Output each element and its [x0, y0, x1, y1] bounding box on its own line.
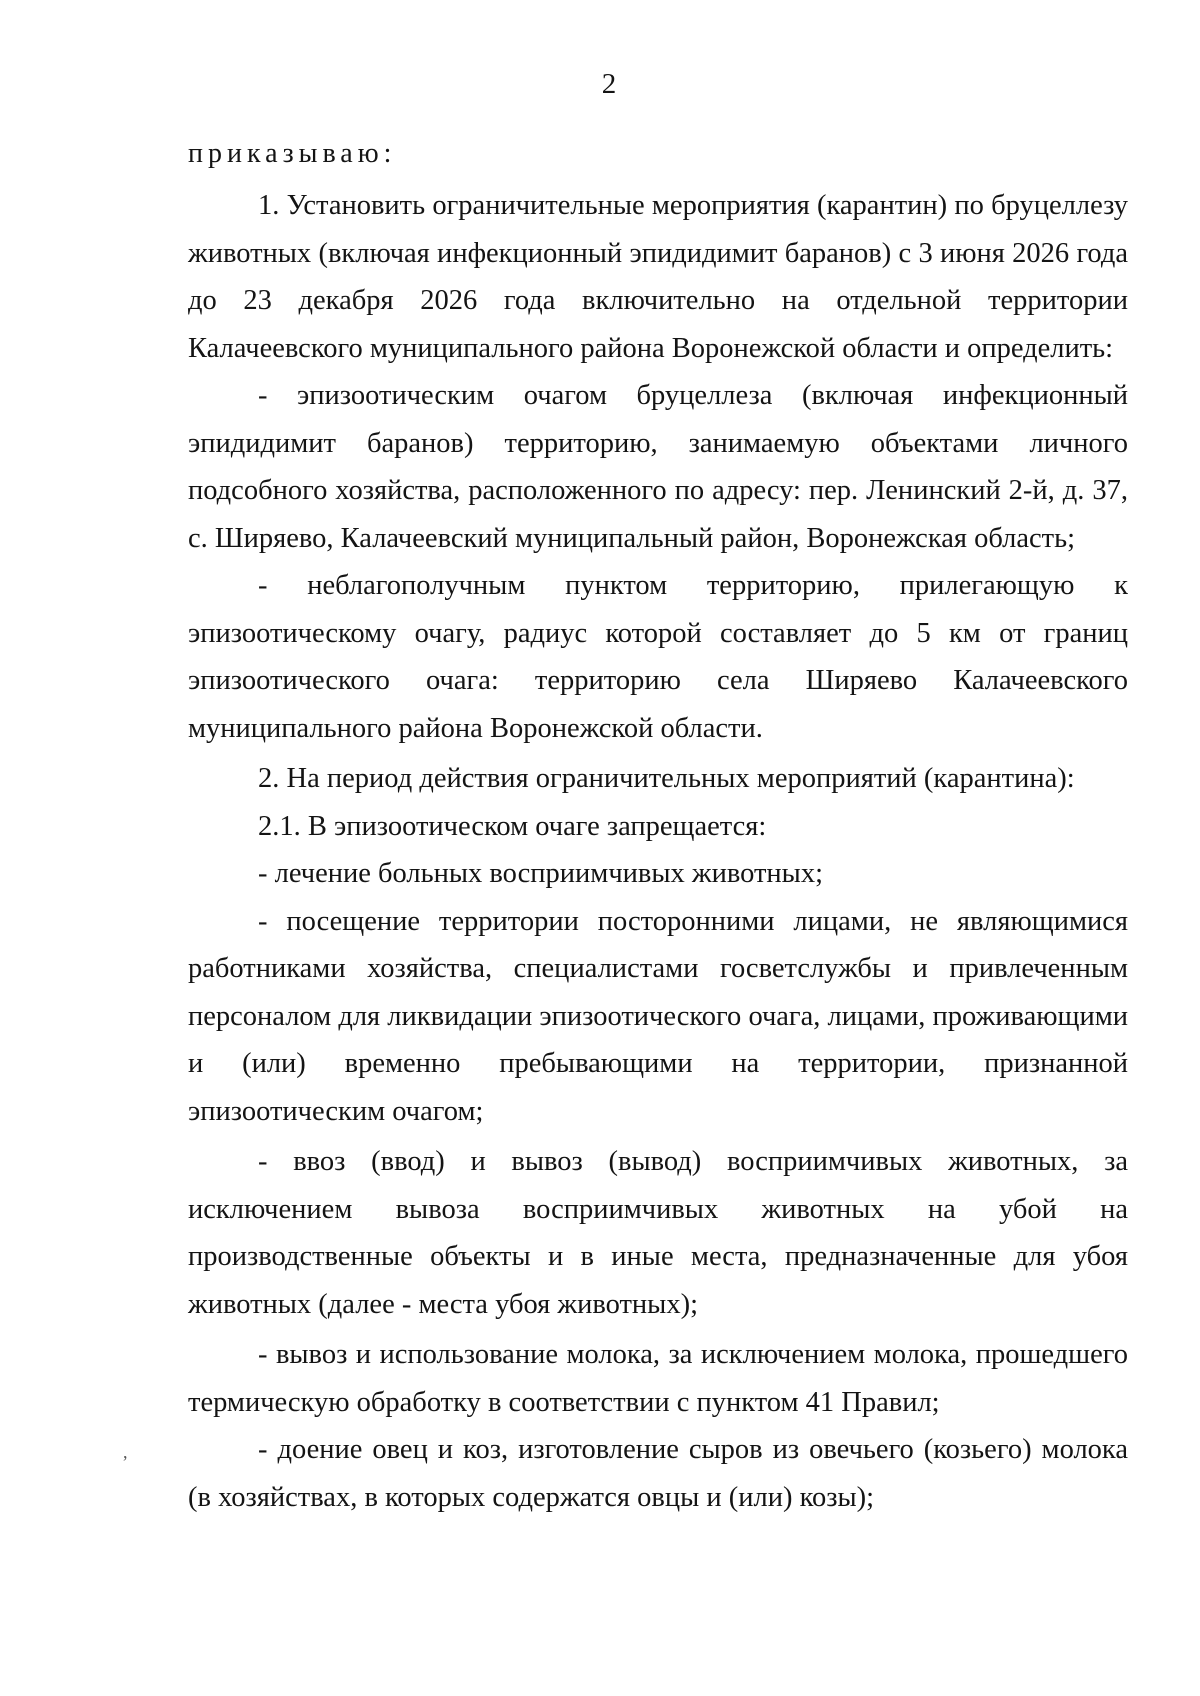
list-item-animal-transport: - ввоз (ввод) и вывоз (вывод) восприимчивых животных, за исключением вывоза восприимчивых животных на убой на производственные объекты и в иные места, предназначенные для убоя животных (далее - места убоя животных);: [188, 1146, 1128, 1320]
paragraph-2-1: 2.1. В эпизоотическом очаге запрещается:: [258, 810, 767, 842]
paragraph-2: 2. На период действия ограничительных мероприятий (карантина):: [258, 763, 1075, 794]
paragraph-1: 1. Установить ограничительные мероприятия (карантин) по бруцеллезу животных (включая инфекционный эпидидимит баранов) с 3 июня 2026 года до 23 декабря 2026 года включительно на отдельной территории Калачеевского муниципального района Воронежской области и определить:: [188, 190, 1128, 364]
list-item-visits: - посещение территории посторонними лицами, не являющимися работниками хозяйства, специалистами госветслужбы и привлеченным персоналом для ликвидации эпизоотического очага, лицами, проживающими и (или) временно пребывающими на территории, признанной эпизоотическим очагом;: [188, 905, 1128, 1127]
page-number: 2: [601, 68, 617, 100]
paragraph-1-focus: - эпизоотическим очагом бруцеллеза (включая инфекционный эпидидимит баранов) территорию, занимаемую объектами личного подсобного хозяйства, расположенного по адресу: пер. Ленинский 2-й, д. 37, с. Ширяево, Калачеевский муниципальный район, Воронежская область;: [188, 380, 1128, 554]
scan-mark: ,: [123, 1442, 128, 1462]
order-intro: приказываю:: [188, 138, 397, 169]
paragraph-1-point: - неблагополучным пунктом территорию, прилегающую к эпизоотическому очагу, радиус которой составляет до 5 км от границ эпизоотического очага: территорию села Ширяево Калачеевского муниципального района Воронежской области.: [188, 570, 1128, 744]
list-item-treatment: - лечение больных восприимчивых животных;: [258, 858, 823, 889]
list-item-milking: - доение овец и коз, изготовление сыров из овечьего (козьего) молока (в хозяйствах, в которых содержатся овцы и (или) козы);: [188, 1434, 1128, 1513]
document-body: [188, 182, 1128, 1521]
list-item-milk: - вывоз и использование молока, за исключением молока, прошедшего термическую обработку в соответствии с пунктом 41 Правил;: [188, 1339, 1128, 1418]
